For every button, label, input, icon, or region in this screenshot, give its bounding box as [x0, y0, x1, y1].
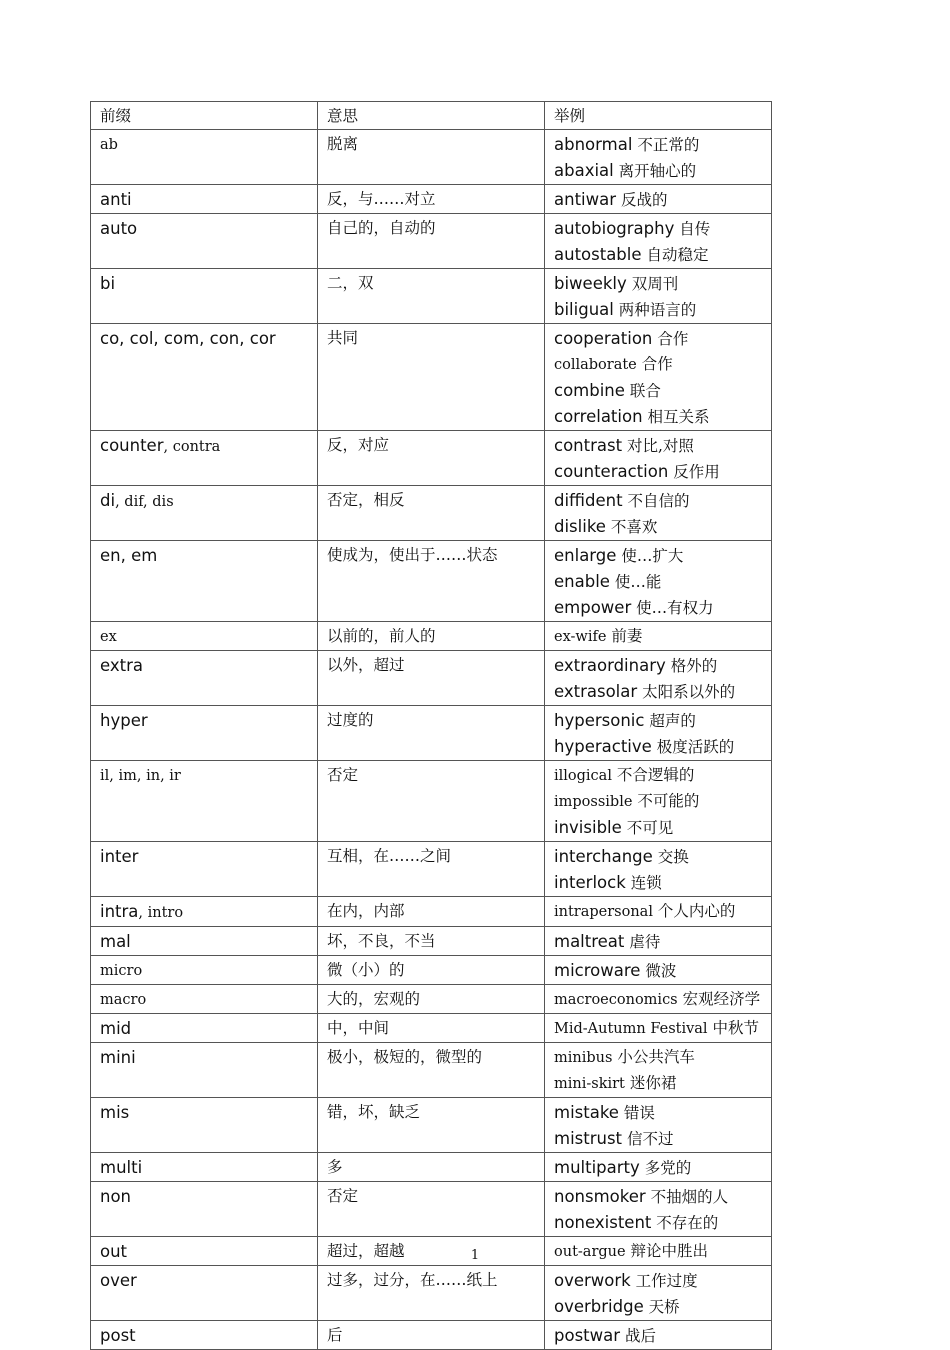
prefix-text: inter	[100, 847, 139, 866]
example-word: counteraction	[554, 462, 669, 481]
examples-cell	[545, 1153, 772, 1182]
example-line	[554, 987, 762, 1013]
example-line	[554, 624, 762, 650]
example-translation: 连锁	[625, 874, 662, 892]
example-line	[554, 679, 762, 705]
example-word: minibus	[554, 1050, 613, 1066]
prefix-cell	[91, 706, 318, 761]
example-line	[554, 488, 762, 514]
meaning-cell: 互相，在……之间	[318, 842, 545, 897]
examples-cell	[545, 269, 772, 324]
prefix-text: ab	[100, 137, 118, 153]
example-word: cooperation	[554, 329, 653, 348]
prefix-text: over	[100, 1271, 137, 1290]
example-line	[554, 326, 762, 352]
example-translation: 辩论中胜出	[625, 1242, 709, 1260]
example-line	[554, 132, 762, 158]
example-translation: 合作	[652, 330, 689, 348]
table-row	[91, 897, 772, 927]
example-line	[554, 1045, 762, 1071]
examples-cell	[545, 1182, 772, 1237]
example-translation: 联合	[624, 382, 661, 400]
example-translation: 两种语言的	[613, 301, 697, 319]
example-translation: 信不过	[622, 1130, 674, 1148]
example-word: interchange	[554, 847, 653, 866]
meaning-cell: 反，对应	[318, 431, 545, 486]
example-translation: 迷你裙	[624, 1074, 677, 1092]
prefix-text: extra	[100, 656, 143, 675]
example-translation: 虐待	[624, 933, 661, 951]
header-examples: 举例	[545, 102, 772, 130]
example-translation: 使…扩大	[616, 547, 684, 565]
example-line	[554, 569, 762, 595]
table-row	[91, 130, 772, 185]
prefix-cell	[91, 651, 318, 706]
prefix-cell	[91, 1014, 318, 1043]
table-row	[91, 706, 772, 761]
example-translation: 超声的	[644, 712, 696, 730]
table-row	[91, 324, 772, 431]
prefix-cell	[91, 1321, 318, 1350]
example-word: impossible	[554, 794, 633, 810]
examples-cell	[545, 1266, 772, 1321]
example-line	[554, 1016, 762, 1042]
example-word: antiwar	[554, 190, 617, 209]
examples-cell	[545, 1321, 772, 1350]
example-line	[554, 929, 762, 955]
example-word: mini-skirt	[554, 1076, 625, 1092]
prefix-text: counter	[100, 436, 164, 455]
examples-cell	[545, 651, 772, 706]
table-row	[91, 927, 772, 956]
example-translation: 不喜欢	[605, 518, 658, 536]
example-word: nonsmoker	[554, 1187, 646, 1206]
example-word: biligual	[554, 300, 614, 319]
example-line	[554, 1184, 762, 1210]
prefix-table-body	[91, 102, 772, 1350]
prefix-cell	[91, 541, 318, 622]
example-line	[554, 870, 762, 896]
table-row	[91, 1182, 772, 1237]
example-word: contrast	[554, 436, 623, 455]
example-word: ex-wife	[554, 629, 607, 645]
prefix-text: mis	[100, 1103, 130, 1122]
meaning-cell: 后	[318, 1321, 545, 1350]
example-word: multiparty	[554, 1158, 640, 1177]
example-word: invisible	[554, 818, 622, 837]
examples-cell	[545, 761, 772, 842]
prefix-text: macro	[100, 992, 147, 1008]
example-word: overwork	[554, 1271, 631, 1290]
example-translation: 不自信的	[622, 492, 690, 510]
example-line	[554, 459, 762, 485]
page-number: 1	[470, 1248, 480, 1263]
example-translation: 使…有权力	[631, 599, 714, 617]
meaning-cell: 脱离	[318, 130, 545, 185]
example-word: intrapersonal	[554, 904, 653, 920]
prefix-text: mid	[100, 1019, 132, 1038]
prefix-text: di	[100, 491, 116, 510]
prefix-text: en, em	[100, 546, 158, 565]
example-word: autobiography	[554, 219, 675, 238]
table-row	[91, 269, 772, 324]
example-line	[554, 763, 762, 789]
meaning-cell: 大的，宏观的	[318, 985, 545, 1014]
prefix-text: auto	[100, 219, 138, 238]
prefix-table	[90, 101, 772, 1350]
example-translation: 不可见	[621, 819, 674, 837]
prefix-cell	[91, 761, 318, 842]
examples-cell	[545, 130, 772, 185]
example-translation: 反战的	[616, 191, 668, 209]
example-line	[554, 242, 762, 268]
example-translation: 个人内心的	[652, 902, 736, 920]
example-line	[554, 899, 762, 925]
examples-cell	[545, 486, 772, 541]
meaning-cell: 过多，过分，在……纸上	[318, 1266, 545, 1321]
example-word: nonexistent	[554, 1213, 652, 1232]
examples-cell	[545, 1098, 772, 1153]
example-translation: 多党的	[639, 1159, 692, 1177]
prefix-text: bi	[100, 274, 116, 293]
examples-cell	[545, 431, 772, 486]
meaning-cell: 坏，不良，不当	[318, 927, 545, 956]
prefix-cell	[91, 130, 318, 185]
example-line	[554, 708, 762, 734]
example-translation: 宏观经济学	[677, 990, 761, 1008]
meaning-cell: 二，双	[318, 269, 545, 324]
example-line	[554, 378, 762, 404]
example-word: hypersonic	[554, 711, 645, 730]
example-word: autostable	[554, 245, 642, 264]
prefix-cell	[91, 324, 318, 431]
example-word: collaborate	[554, 357, 637, 373]
example-translation: 自动稳定	[641, 246, 709, 264]
prefix-cell	[91, 985, 318, 1014]
table-row	[91, 1321, 772, 1350]
example-word: abnormal	[554, 135, 633, 154]
example-word: combine	[554, 381, 625, 400]
table-row	[91, 842, 772, 897]
example-line	[554, 1323, 762, 1349]
table-row	[91, 651, 772, 706]
meaning-cell: 在内，内部	[318, 897, 545, 927]
prefix-text: ex	[100, 629, 117, 645]
table-row	[91, 185, 772, 214]
example-translation: 战后	[620, 1327, 656, 1345]
examples-cell	[545, 185, 772, 214]
table-row	[91, 1014, 772, 1043]
prefix-cell	[91, 1153, 318, 1182]
example-word: postwar	[554, 1326, 621, 1345]
example-word: Mid-Autumn Festival	[554, 1021, 708, 1037]
example-translation: 不抽烟的人	[645, 1188, 729, 1206]
header-prefix: 前缀	[91, 102, 318, 130]
meaning-cell: 微（小）的	[318, 956, 545, 985]
table-row	[91, 1098, 772, 1153]
examples-cell	[545, 956, 772, 985]
prefix-text: intra	[100, 902, 139, 921]
example-word: dislike	[554, 517, 606, 536]
example-translation: 自传	[674, 220, 711, 238]
examples-cell	[545, 1043, 772, 1098]
example-translation: 相互关系	[642, 408, 710, 426]
example-word: correlation	[554, 407, 643, 426]
example-line	[554, 1071, 762, 1097]
prefix-text: micro	[100, 963, 143, 979]
meaning-cell: 超过，超越	[318, 1237, 545, 1266]
prefix-cell	[91, 897, 318, 927]
prefix-text: co, col, com, con, cor	[100, 329, 276, 348]
example-word: mistrust	[554, 1129, 623, 1148]
table-row	[91, 761, 772, 842]
meaning-cell: 错，坏，缺乏	[318, 1098, 545, 1153]
example-translation: 合作	[636, 355, 673, 373]
prefix-text: multi	[100, 1158, 143, 1177]
example-word: hyperactive	[554, 737, 652, 756]
example-line	[554, 187, 762, 213]
table-row	[91, 486, 772, 541]
examples-cell	[545, 927, 772, 956]
example-translation: 极度活跃的	[651, 738, 735, 756]
example-translation: 交换	[652, 848, 689, 866]
meaning-cell: 以前的，前人的	[318, 622, 545, 651]
example-line	[554, 158, 762, 184]
prefix-cell	[91, 214, 318, 269]
example-translation: 格外的	[665, 657, 718, 675]
example-translation: 双周刊	[626, 275, 679, 293]
prefix-cell	[91, 927, 318, 956]
prefix-text: , contra	[163, 439, 221, 455]
table-row	[91, 956, 772, 985]
prefix-cell	[91, 622, 318, 651]
example-word: microware	[554, 961, 641, 980]
prefix-text: mal	[100, 932, 131, 951]
prefix-text: non	[100, 1187, 132, 1206]
example-word: enable	[554, 572, 610, 591]
example-word: interlock	[554, 873, 626, 892]
example-word: maltreat	[554, 932, 625, 951]
examples-cell	[545, 985, 772, 1014]
example-word: overbridge	[554, 1297, 644, 1316]
example-word: diffident	[554, 491, 623, 510]
example-word: biweekly	[554, 274, 627, 293]
example-line	[554, 734, 762, 760]
prefix-text: post	[100, 1326, 136, 1345]
example-translation: 微波	[640, 962, 677, 980]
example-word: mistake	[554, 1103, 619, 1122]
prefix-cell	[91, 431, 318, 486]
example-word: enlarge	[554, 546, 617, 565]
example-line	[554, 789, 762, 815]
example-line	[554, 297, 762, 323]
example-translation: 对比,对照	[622, 437, 694, 455]
prefix-cell	[91, 486, 318, 541]
prefix-text: il, im, in, ir	[100, 768, 181, 784]
example-translation: 不存在的	[651, 1214, 719, 1232]
example-line	[554, 352, 762, 378]
example-translation: 工作过度	[630, 1272, 698, 1290]
table-row	[91, 431, 772, 486]
table-row	[91, 214, 772, 269]
header-meaning: 意思	[318, 102, 545, 130]
meaning-cell: 以外，超过	[318, 651, 545, 706]
example-translation: 错误	[618, 1104, 655, 1122]
meaning-cell: 自己的，自动的	[318, 214, 545, 269]
example-translation: 太阳系以外的	[637, 683, 736, 701]
prefix-cell	[91, 842, 318, 897]
meaning-cell: 否定，相反	[318, 486, 545, 541]
example-translation: 不正常的	[632, 136, 700, 154]
table-row	[91, 541, 772, 622]
prefix-cell	[91, 269, 318, 324]
prefix-table-container	[90, 101, 771, 1350]
prefix-cell	[91, 1182, 318, 1237]
example-line	[554, 271, 762, 297]
table-row	[91, 622, 772, 651]
examples-cell	[545, 842, 772, 897]
example-translation: 小公共汽车	[612, 1048, 695, 1066]
example-line	[554, 844, 762, 870]
meaning-cell: 中，中间	[318, 1014, 545, 1043]
example-word: extraordinary	[554, 656, 666, 675]
example-translation: 前妻	[606, 627, 643, 645]
table-row	[91, 985, 772, 1014]
meaning-cell: 使成为，使出于……状态	[318, 541, 545, 622]
meaning-cell: 共同	[318, 324, 545, 431]
prefix-cell	[91, 185, 318, 214]
prefix-text: mini	[100, 1048, 136, 1067]
prefix-cell	[91, 956, 318, 985]
example-line	[554, 1268, 762, 1294]
meaning-cell: 极小，极短的，微型的	[318, 1043, 545, 1098]
prefix-text: , dif, dis	[115, 494, 174, 510]
prefix-cell	[91, 1098, 318, 1153]
prefix-text: , intro	[138, 905, 184, 921]
example-word: illogical	[554, 768, 612, 784]
example-line	[554, 1155, 762, 1181]
table-row	[91, 1266, 772, 1321]
meaning-cell: 多	[318, 1153, 545, 1182]
example-word: extrasolar	[554, 682, 638, 701]
table-row	[91, 1043, 772, 1098]
example-line	[554, 433, 762, 459]
example-line	[554, 958, 762, 984]
example-translation: 使…能	[609, 573, 662, 591]
examples-cell	[545, 324, 772, 431]
example-line	[554, 653, 762, 679]
examples-cell	[545, 1014, 772, 1043]
meaning-cell: 否定	[318, 761, 545, 842]
examples-cell	[545, 622, 772, 651]
prefix-text: hyper	[100, 711, 148, 730]
example-word: empower	[554, 598, 632, 617]
example-translation: 不可能的	[632, 792, 700, 810]
example-translation: 不合逻辑的	[611, 766, 695, 784]
table-row	[91, 1153, 772, 1182]
examples-cell	[545, 897, 772, 927]
prefix-text: anti	[100, 190, 132, 209]
prefix-cell	[91, 1043, 318, 1098]
meaning-cell: 反，与……对立	[318, 185, 545, 214]
meaning-cell: 否定	[318, 1182, 545, 1237]
examples-cell	[545, 706, 772, 761]
meaning-cell: 过度的	[318, 706, 545, 761]
prefix-text: out	[100, 1242, 128, 1261]
example-word: out-argue	[554, 1244, 626, 1260]
example-line	[554, 543, 762, 569]
examples-cell	[545, 541, 772, 622]
example-line	[554, 1100, 762, 1126]
example-translation: 离开轴心的	[613, 162, 697, 180]
example-word: abaxial	[554, 161, 614, 180]
example-word: macroeconomics	[554, 992, 678, 1008]
example-line	[554, 1210, 762, 1236]
example-translation: 反作用	[668, 463, 720, 481]
example-line	[554, 514, 762, 540]
examples-cell	[545, 214, 772, 269]
example-line	[554, 1126, 762, 1152]
example-line	[554, 404, 762, 430]
prefix-cell	[91, 1266, 318, 1321]
example-line	[554, 1294, 762, 1320]
example-line	[554, 216, 762, 242]
example-translation: 中秋节	[707, 1019, 760, 1037]
example-line	[554, 595, 762, 621]
table-header-row	[91, 102, 772, 130]
example-translation: 天桥	[643, 1298, 680, 1316]
example-line	[554, 815, 762, 841]
